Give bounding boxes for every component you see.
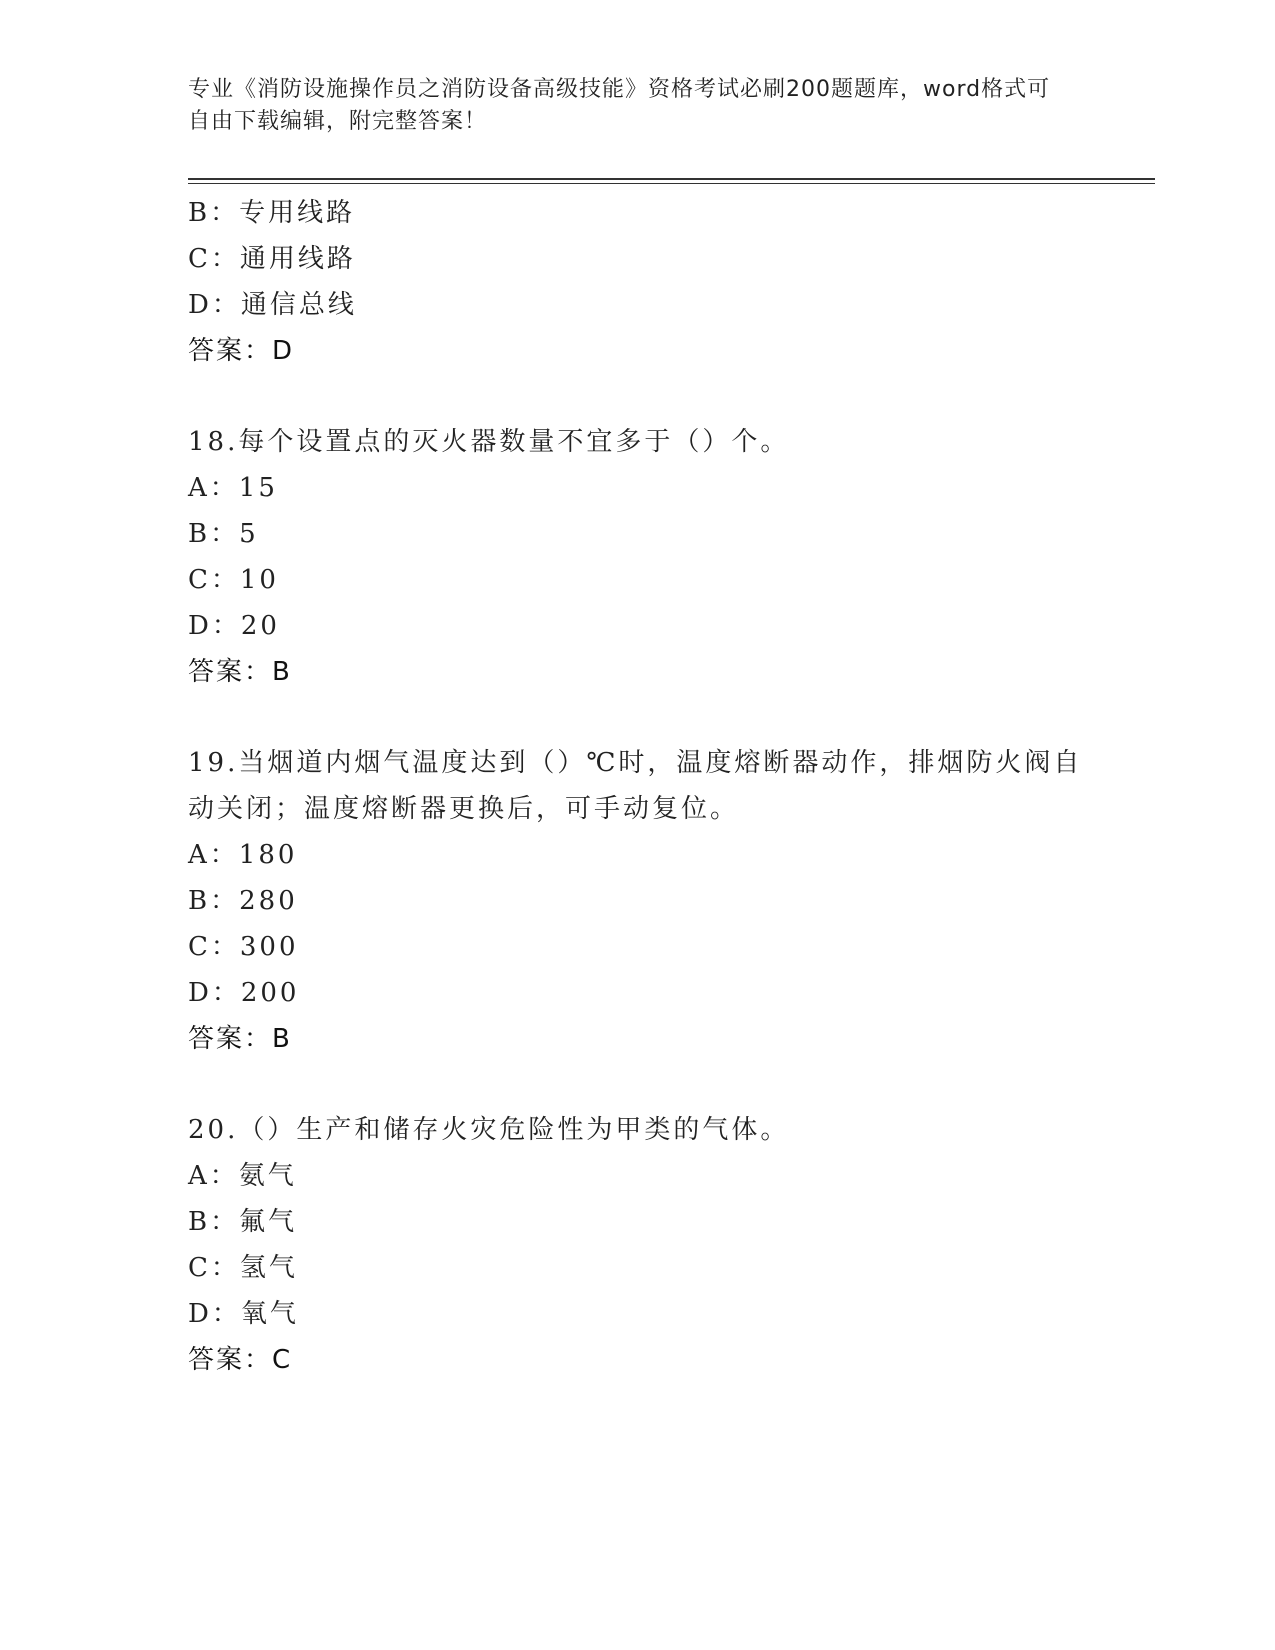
header-divider-thin <box>188 183 1155 184</box>
option-c: C：300 <box>188 932 299 962</box>
answer-line: 答案：C <box>188 1345 293 1375</box>
option-b: B：专用线路 <box>188 198 356 228</box>
option-d: D：氧气 <box>188 1299 299 1329</box>
option-b: B：280 <box>188 886 298 916</box>
header-divider-thick <box>188 178 1155 180</box>
answer-line: 答案：D <box>188 336 295 366</box>
question-18 <box>188 419 1088 695</box>
spacer <box>188 374 1088 419</box>
option-b: B：5 <box>188 519 259 549</box>
option-a: A：15 <box>188 473 278 503</box>
question-20 <box>188 1107 1088 1383</box>
document-header: 专业《消防设施操作员之消防设备高级技能》资格考试必刷200题题库，word格式可自由下载编辑，附完整答案！ <box>188 77 1051 134</box>
option-c: C：10 <box>188 565 279 595</box>
option-a: A：180 <box>188 840 298 870</box>
option-d: D：20 <box>188 611 280 641</box>
option-c: C：氢气 <box>188 1253 298 1283</box>
question-stem: 18.每个设置点的灭火器数量不宜多于（）个。 <box>188 427 790 457</box>
question-stem: 20.（）生产和储存火灾危险性为甲类的气体。 <box>188 1115 790 1145</box>
option-d: D：通信总线 <box>188 290 357 320</box>
answer-line: 答案：B <box>188 1024 292 1054</box>
option-b: B：氟气 <box>188 1207 298 1237</box>
spacer <box>188 695 1088 740</box>
spacer <box>188 1062 1088 1107</box>
question-17-tail <box>188 190 1088 374</box>
option-c: C：通用线路 <box>188 244 356 274</box>
question-stem: 19.当烟道内烟气温度达到（）℃时，温度熔断器动作，排烟防火阀自动关闭；温度熔断器更换后，可手动复位。 <box>188 748 1083 824</box>
question-19 <box>188 740 1088 1062</box>
option-a: A：氨气 <box>188 1161 297 1191</box>
option-d: D：200 <box>188 978 300 1008</box>
question-list <box>188 190 1088 1383</box>
answer-line: 答案：B <box>188 657 292 687</box>
